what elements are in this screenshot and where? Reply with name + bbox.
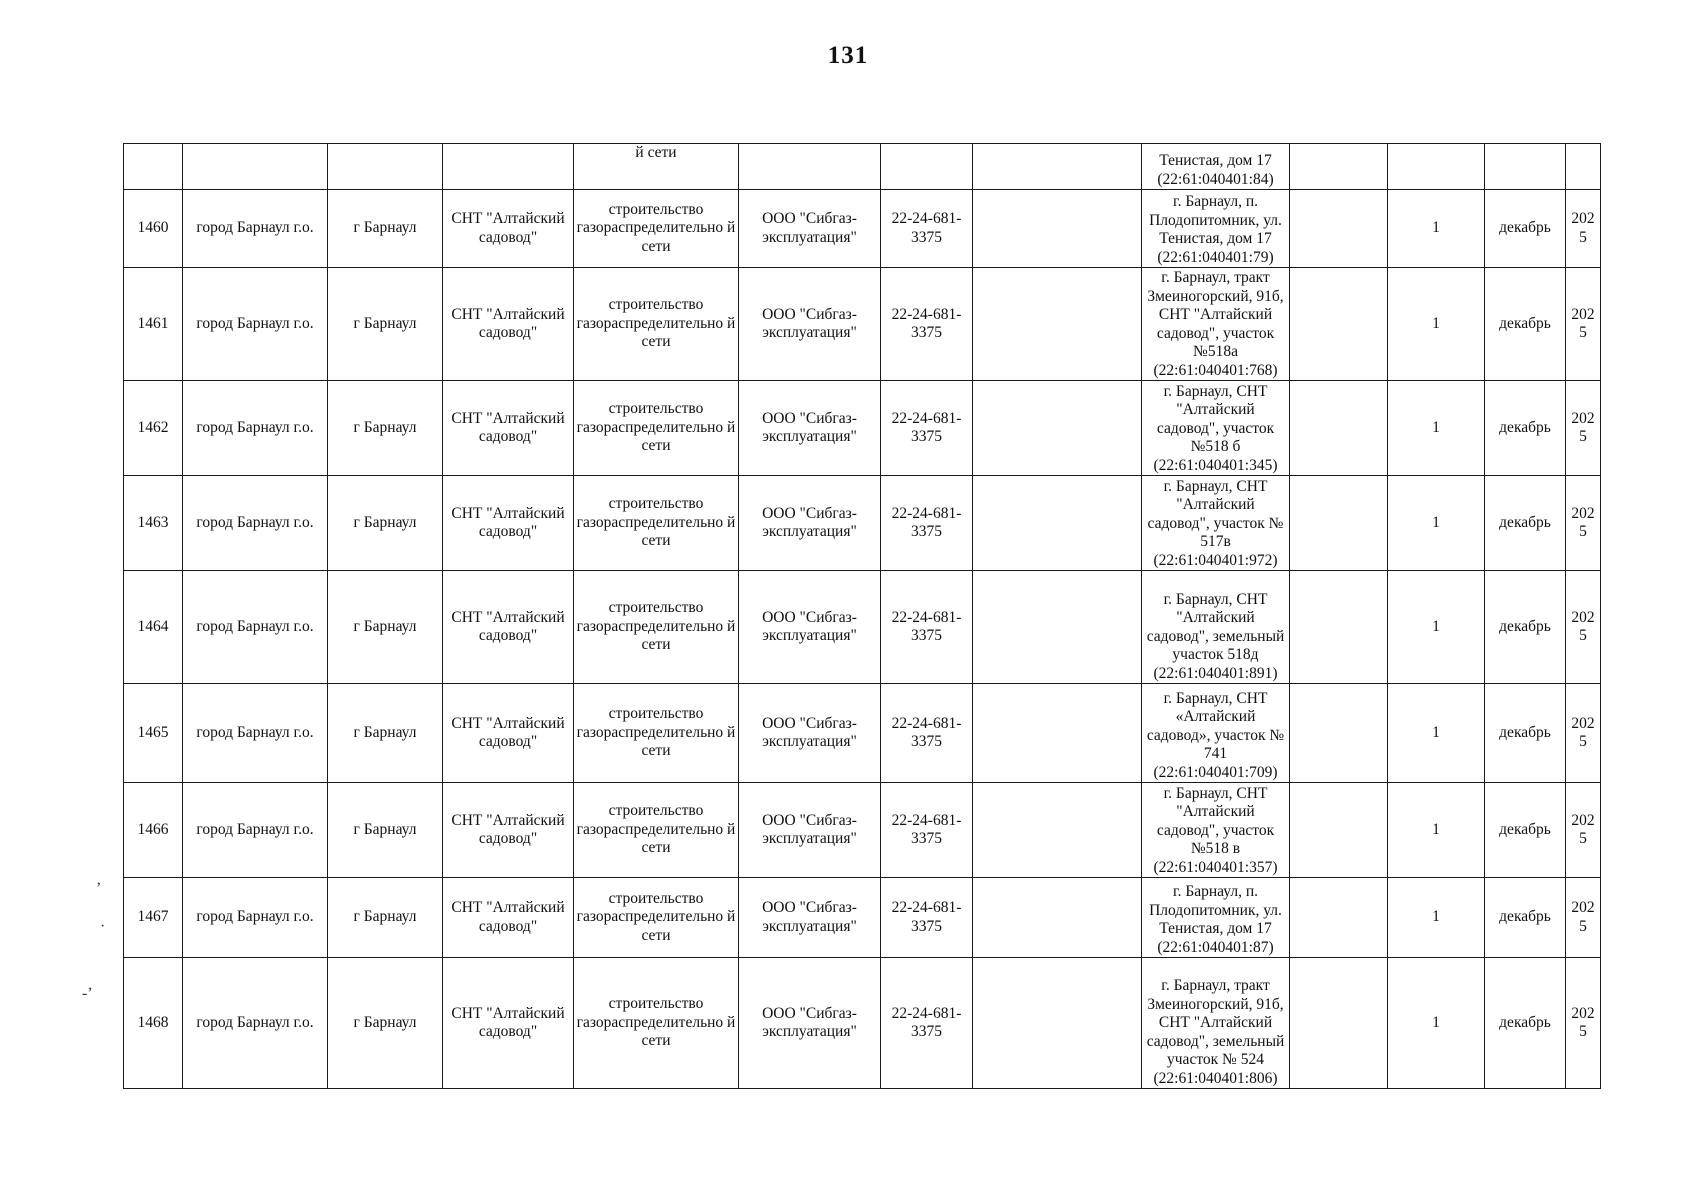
- organization-cell: ООО "Сибгаз-эксплуатация": [739, 684, 881, 783]
- month-cell: декабрь: [1485, 878, 1566, 958]
- locality-cell: г Барнаул: [328, 958, 443, 1089]
- year-cell: 2025: [1566, 571, 1601, 684]
- year-cell: 2025: [1566, 268, 1601, 381]
- quantity-cell: 1: [1388, 571, 1485, 684]
- blank-cell: [1290, 684, 1388, 783]
- extra-cell: [973, 684, 1142, 783]
- district-cell: город Барнаул г.о.: [183, 878, 328, 958]
- row-number-cell: 1467: [124, 878, 183, 958]
- table-row: [124, 268, 1601, 381]
- locality-cell: г Барнаул: [328, 878, 443, 958]
- work-cell: строительство газораспределительно й сети: [574, 783, 739, 878]
- work-cell: строительство газораспределительно й сети: [574, 190, 739, 268]
- extra-cell: [973, 381, 1142, 476]
- work-cell: строительство газораспределительно й сети: [574, 571, 739, 684]
- extra-cell: [973, 878, 1142, 958]
- blank-cell: [1290, 190, 1388, 268]
- district-cell: город Барнаул г.о.: [183, 958, 328, 1089]
- blank-cell: [1290, 268, 1388, 381]
- row-number-cell: 1468: [124, 958, 183, 1089]
- scan-mark: ·: [100, 918, 106, 935]
- object-cell: СНТ "Алтайский садовод": [443, 381, 574, 476]
- quantity-cell: 1: [1388, 190, 1485, 268]
- locality-cell: г Барнаул: [328, 684, 443, 783]
- registry-table: [123, 143, 1601, 1089]
- table-row: [124, 144, 1601, 190]
- organization-cell: [739, 144, 881, 190]
- quantity-cell: 1: [1388, 268, 1485, 381]
- address-cell: г. Барнаул, тракт Змеиногорский, 91б, СНТ "Алтайский садовод", земельный участок № 524 (22:61:040401:806): [1142, 958, 1290, 1089]
- object-cell: СНТ "Алтайский садовод": [443, 684, 574, 783]
- extra-cell: [973, 783, 1142, 878]
- locality-cell: [328, 144, 443, 190]
- district-cell: город Барнаул г.о.: [183, 571, 328, 684]
- work-cell: й сети: [574, 144, 739, 190]
- page-number: 131: [827, 42, 869, 69]
- district-cell: город Барнаул г.о.: [183, 476, 328, 571]
- quantity-cell: 1: [1388, 476, 1485, 571]
- row-number-cell: 1461: [124, 268, 183, 381]
- scan-mark: -ʼ: [82, 985, 93, 1002]
- address-cell: г. Барнаул, СНТ "Алтайский садовод", участок №518 в (22:61:040401:357): [1142, 783, 1290, 878]
- district-cell: город Барнаул г.о.: [183, 783, 328, 878]
- organization-cell: ООО "Сибгаз-эксплуатация": [739, 268, 881, 381]
- quantity-cell: 1: [1388, 381, 1485, 476]
- code-cell: 22-24-681-3375: [881, 190, 973, 268]
- row-number-cell: 1463: [124, 476, 183, 571]
- address-cell: г. Барнаул, СНТ "Алтайский садовод", участок № 517в (22:61:040401:972): [1142, 476, 1290, 571]
- object-cell: СНТ "Алтайский садовод": [443, 571, 574, 684]
- address-cell: г. Барнаул, тракт Змеиногорский, 91б, СНТ "Алтайский садовод", участок №518а (22:61:040401:768): [1142, 268, 1290, 381]
- month-cell: декабрь: [1485, 684, 1566, 783]
- table-row: [124, 878, 1601, 958]
- object-cell: СНТ "Алтайский садовод": [443, 268, 574, 381]
- locality-cell: г Барнаул: [328, 190, 443, 268]
- year-cell: 2025: [1566, 190, 1601, 268]
- quantity-cell: 1: [1388, 783, 1485, 878]
- organization-cell: ООО "Сибгаз-эксплуатация": [739, 476, 881, 571]
- code-cell: 22-24-681-3375: [881, 476, 973, 571]
- code-cell: [881, 144, 973, 190]
- blank-cell: [1290, 878, 1388, 958]
- locality-cell: г Барнаул: [328, 268, 443, 381]
- blank-cell: [1290, 783, 1388, 878]
- work-cell: строительство газораспределительно й сети: [574, 684, 739, 783]
- extra-cell: [973, 571, 1142, 684]
- month-cell: декабрь: [1485, 783, 1566, 878]
- table-row: [124, 684, 1601, 783]
- quantity-cell: 1: [1388, 684, 1485, 783]
- work-cell: строительство газораспределительно й сети: [574, 268, 739, 381]
- scan-mark: ʼ: [96, 880, 102, 897]
- object-cell: СНТ "Алтайский садовод": [443, 783, 574, 878]
- code-cell: 22-24-681-3375: [881, 684, 973, 783]
- blank-cell: [1290, 381, 1388, 476]
- organization-cell: ООО "Сибгаз-эксплуатация": [739, 878, 881, 958]
- code-cell: 22-24-681-3375: [881, 381, 973, 476]
- year-cell: 2025: [1566, 958, 1601, 1089]
- district-cell: город Барнаул г.о.: [183, 190, 328, 268]
- code-cell: 22-24-681-3375: [881, 783, 973, 878]
- quantity-cell: 1: [1388, 958, 1485, 1089]
- code-cell: 22-24-681-3375: [881, 268, 973, 381]
- year-cell: 2025: [1566, 783, 1601, 878]
- month-cell: декабрь: [1485, 958, 1566, 1089]
- organization-cell: ООО "Сибгаз-эксплуатация": [739, 958, 881, 1089]
- table-row: [124, 190, 1601, 268]
- year-cell: 2025: [1566, 476, 1601, 571]
- object-cell: СНТ "Алтайский садовод": [443, 476, 574, 571]
- quantity-cell: 1: [1388, 878, 1485, 958]
- district-cell: город Барнаул г.о.: [183, 684, 328, 783]
- district-cell: [183, 144, 328, 190]
- address-cell: г. Барнаул, п. Плодопитомник, ул. Тенистая, дом 17 (22:61:040401:79): [1142, 190, 1290, 268]
- row-number-cell: 1465: [124, 684, 183, 783]
- district-cell: город Барнаул г.о.: [183, 381, 328, 476]
- work-cell: строительство газораспределительно й сети: [574, 958, 739, 1089]
- month-cell: декабрь: [1485, 190, 1566, 268]
- table-row: [124, 381, 1601, 476]
- row-number-cell: 1462: [124, 381, 183, 476]
- month-cell: декабрь: [1485, 381, 1566, 476]
- blank-cell: [1290, 571, 1388, 684]
- organization-cell: ООО "Сибгаз-эксплуатация": [739, 190, 881, 268]
- extra-cell: [973, 190, 1142, 268]
- organization-cell: ООО "Сибгаз-эксплуатация": [739, 783, 881, 878]
- code-cell: 22-24-681-3375: [881, 878, 973, 958]
- organization-cell: ООО "Сибгаз-эксплуатация": [739, 571, 881, 684]
- locality-cell: г Барнаул: [328, 476, 443, 571]
- locality-cell: г Барнаул: [328, 783, 443, 878]
- address-cell: г. Барнаул, СНТ "Алтайский садовод", земельный участок 518д (22:61:040401:891): [1142, 571, 1290, 684]
- table-row: [124, 476, 1601, 571]
- work-cell: строительство газораспределительно й сети: [574, 381, 739, 476]
- object-cell: СНТ "Алтайский садовод": [443, 190, 574, 268]
- work-cell: строительство газораспределительно й сети: [574, 878, 739, 958]
- blank-cell: [1290, 144, 1388, 190]
- extra-cell: [973, 958, 1142, 1089]
- quantity-cell: [1388, 144, 1485, 190]
- blank-cell: [1290, 958, 1388, 1089]
- address-cell: г. Барнаул, СНТ «Алтайский садовод», участок № 741 (22:61:040401:709): [1142, 684, 1290, 783]
- code-cell: 22-24-681-3375: [881, 571, 973, 684]
- row-number-cell: 1460: [124, 190, 183, 268]
- year-cell: [1566, 144, 1601, 190]
- object-cell: СНТ "Алтайский садовод": [443, 958, 574, 1089]
- code-cell: 22-24-681-3375: [881, 958, 973, 1089]
- table-row: [124, 571, 1601, 684]
- work-cell: строительство газораспределительно й сети: [574, 476, 739, 571]
- extra-cell: [973, 144, 1142, 190]
- district-cell: город Барнаул г.о.: [183, 268, 328, 381]
- row-number-cell: 1464: [124, 571, 183, 684]
- address-cell: г. Барнаул, СНТ "Алтайский садовод", участок №518 б (22:61:040401:345): [1142, 381, 1290, 476]
- extra-cell: [973, 476, 1142, 571]
- table-row: [124, 958, 1601, 1089]
- organization-cell: ООО "Сибгаз-эксплуатация": [739, 381, 881, 476]
- row-number-cell: 1466: [124, 783, 183, 878]
- blank-cell: [1290, 476, 1388, 571]
- month-cell: декабрь: [1485, 476, 1566, 571]
- month-cell: [1485, 144, 1566, 190]
- month-cell: декабрь: [1485, 571, 1566, 684]
- address-cell: г. Барнаул, п. Плодопитомник, ул. Тенистая, дом 17 (22:61:040401:87): [1142, 878, 1290, 958]
- table-row: [124, 783, 1601, 878]
- address-cell: Тенистая, дом 17 (22:61:040401:84): [1142, 144, 1290, 190]
- locality-cell: г Барнаул: [328, 381, 443, 476]
- year-cell: 2025: [1566, 878, 1601, 958]
- object-cell: СНТ "Алтайский садовод": [443, 878, 574, 958]
- locality-cell: г Барнаул: [328, 571, 443, 684]
- year-cell: 2025: [1566, 684, 1601, 783]
- object-cell: [443, 144, 574, 190]
- month-cell: декабрь: [1485, 268, 1566, 381]
- row-number-cell: [124, 144, 183, 190]
- extra-cell: [973, 268, 1142, 381]
- year-cell: 2025: [1566, 381, 1601, 476]
